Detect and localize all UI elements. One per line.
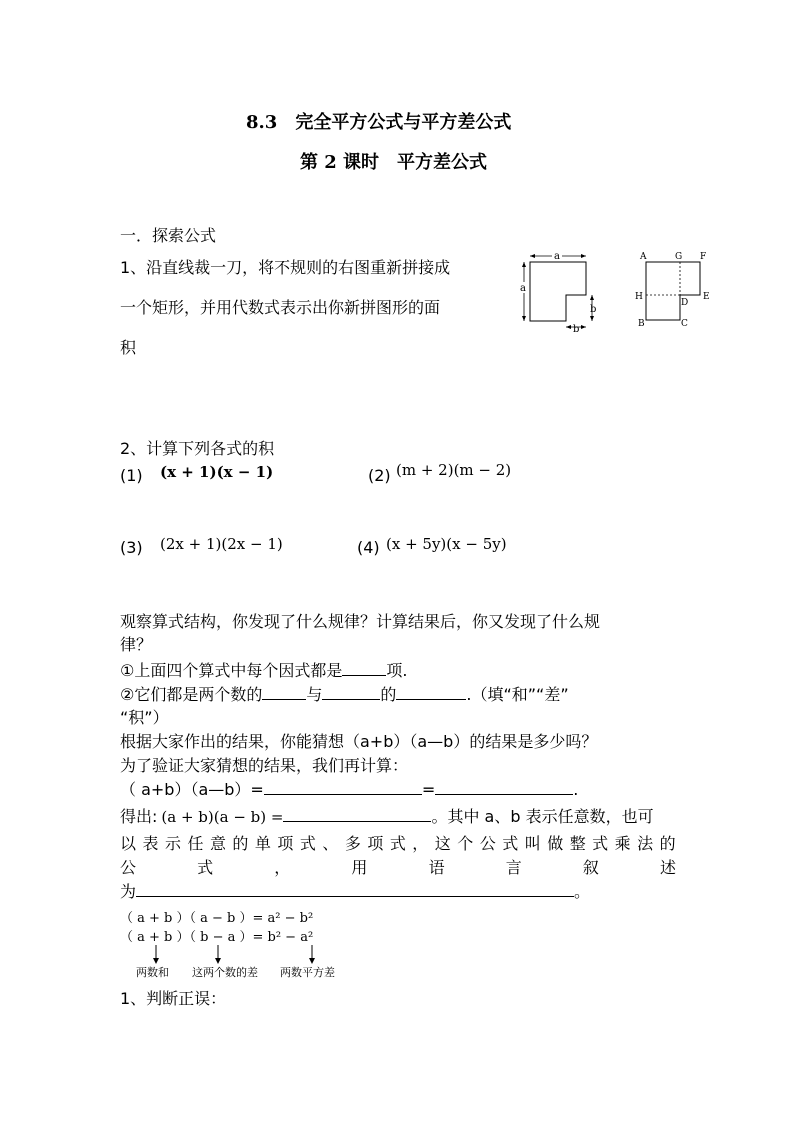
char: 乘 — [614, 834, 631, 853]
item-2-number: (2) — [368, 466, 391, 485]
char: 公 — [479, 834, 496, 853]
char: 个 — [457, 834, 474, 853]
formula-row-1: （ a + b ）（ a − b ）= a² − b² — [120, 911, 314, 926]
result-suffix: 。其中 a、b 表示任意数，也可 — [431, 807, 654, 826]
l-shape-outline — [530, 262, 586, 321]
question-2-heading: 2、计算下列各式的积 — [120, 439, 275, 458]
arrow-right-small-icon — [581, 325, 586, 329]
result-prefix: 得出: — [120, 807, 158, 826]
char: 语 — [428, 858, 445, 877]
char: 法 — [637, 834, 654, 853]
char: 单 — [254, 834, 271, 853]
item-3-number: (3) — [120, 538, 143, 557]
label-b-side: b — [590, 304, 597, 315]
arrow-left-icon — [530, 254, 535, 258]
arrow-down-small-icon — [590, 316, 594, 321]
char: ， — [412, 834, 429, 853]
point-2-mid-2: 的 — [380, 685, 397, 704]
point-h: H — [635, 292, 643, 302]
char: 式 — [299, 834, 316, 853]
point-b: B — [638, 319, 645, 328]
label-a-side: a — [520, 283, 526, 294]
arrow-left-small-icon — [566, 325, 571, 329]
calc-end: . — [573, 780, 579, 799]
char: 示 — [164, 834, 181, 853]
char: 意 — [209, 834, 226, 853]
char: 叫 — [524, 834, 541, 853]
char: 的 — [232, 834, 249, 853]
char: 项 — [367, 834, 384, 853]
item-4-number: (4) — [357, 538, 380, 557]
point-d: D — [681, 298, 689, 308]
judge-heading: 1、判断正误： — [120, 989, 227, 1008]
point-a: A — [640, 252, 647, 262]
label-a-top: a — [554, 251, 560, 262]
point-1-line — [120, 660, 407, 682]
char: 言 — [505, 858, 522, 877]
char: 式 — [389, 834, 406, 853]
char: 的 — [659, 834, 676, 853]
item-4-expression: (x + 5y)(x − 5y) — [386, 535, 507, 553]
point-e: E — [703, 292, 710, 302]
point-2-line — [120, 684, 569, 706]
calc-line — [120, 779, 578, 801]
calc-prefix: （ a+b）（a—b）= — [120, 780, 264, 799]
verify-line: 为了验证大家猜想的结果，我们再计算： — [120, 756, 409, 775]
formula-arrows — [120, 942, 360, 966]
char: 公 — [120, 858, 137, 877]
guess-line: 根据大家作出的结果，你能猜想（a+b）（a—b）的结果是多少吗？ — [120, 732, 598, 751]
point-2-prefix: ②它们都是两个数的 — [120, 685, 263, 704]
char: 这 — [434, 834, 451, 853]
arrow-down-icon — [522, 316, 526, 321]
char: 用 — [351, 858, 368, 877]
question-1-line-1: 1、沿直线裁一刀，将不规则的右图重新拼接成 — [120, 258, 451, 277]
blank-second[interactable] — [322, 685, 380, 700]
char: 、 — [322, 834, 339, 853]
char: 述 — [659, 858, 676, 877]
arrow-up-small-icon — [590, 295, 594, 300]
char: 项 — [277, 834, 294, 853]
blank-third[interactable] — [396, 685, 466, 700]
point-2-suffix: .（填“和”“差” — [466, 685, 569, 704]
question-1-line-3: 积 — [120, 338, 137, 357]
observe-line-1: 观察算式结构，你发现了什么规律？计算结果后，你又发现了什么规 — [120, 612, 601, 631]
point-c: C — [681, 319, 688, 328]
point-2-mid-1: 与 — [306, 685, 323, 704]
char: 多 — [344, 834, 361, 853]
char: 式 — [592, 834, 609, 853]
result-expression: (a + b)(a − b) = — [161, 808, 284, 826]
page-title: 8.3 完全平方公式与平方差公式 — [246, 112, 512, 133]
char: 式 — [197, 858, 214, 877]
observe-line-2: 律？ — [120, 635, 153, 654]
section-heading: 一．探索公式 — [120, 226, 217, 245]
char: 叙 — [582, 858, 599, 877]
point-1-prefix: ①上面四个算式中每个因式都是 — [120, 661, 343, 680]
point-g: G — [675, 252, 683, 262]
justified-line-a — [120, 833, 676, 855]
char: 做 — [547, 834, 564, 853]
blank-terms-count[interactable] — [342, 661, 386, 676]
calc-equals: = — [421, 780, 436, 799]
describe-suffix: 。 — [574, 882, 591, 901]
l-shape-figure — [516, 246, 622, 336]
square-outline — [646, 262, 700, 320]
label-square-difference: 两数平方差 — [280, 966, 335, 979]
char: 以 — [120, 834, 137, 853]
blank-first[interactable] — [262, 685, 306, 700]
char: 式 — [502, 834, 519, 853]
char: 整 — [569, 834, 586, 853]
point-f: F — [700, 252, 707, 262]
point-1-suffix: 项. — [386, 661, 408, 680]
describe-prefix: 为 — [120, 882, 137, 901]
item-1-number: (1) — [120, 466, 143, 485]
describe-line — [120, 881, 590, 903]
char: ， — [274, 858, 291, 877]
formula-row-2: （ a + b ）（ b − a ）= b² − a² — [120, 930, 314, 945]
label-difference: 这两个数的差 — [192, 966, 258, 979]
char: 表 — [142, 834, 159, 853]
item-2-expression: (m + 2)(m − 2) — [396, 461, 512, 479]
char: 任 — [187, 834, 204, 853]
point-2-line-2: “积”） — [120, 708, 169, 727]
result-line — [120, 806, 654, 828]
label-sum: 两数和 — [136, 966, 169, 979]
label-b-bottom: b — [573, 324, 580, 335]
item-1-expression: (x + 1)(x − 1) — [160, 463, 274, 481]
blank-result[interactable] — [283, 807, 431, 822]
blank-calc-2[interactable] — [435, 780, 573, 795]
page-subtitle: 第 2 课时 平方差公式 — [300, 152, 488, 173]
arrow-up-icon — [522, 262, 526, 267]
justified-line-b — [120, 857, 676, 879]
blank-calc-1[interactable] — [264, 780, 422, 795]
item-3-expression: (2x + 1)(2x − 1) — [160, 535, 283, 553]
blank-description[interactable] — [136, 882, 574, 897]
question-1-line-2: 一个矩形，并用代数式表示出你新拼图形的面 — [120, 298, 441, 317]
labeled-square-figure — [630, 246, 720, 328]
arrow-right-icon — [581, 254, 586, 258]
